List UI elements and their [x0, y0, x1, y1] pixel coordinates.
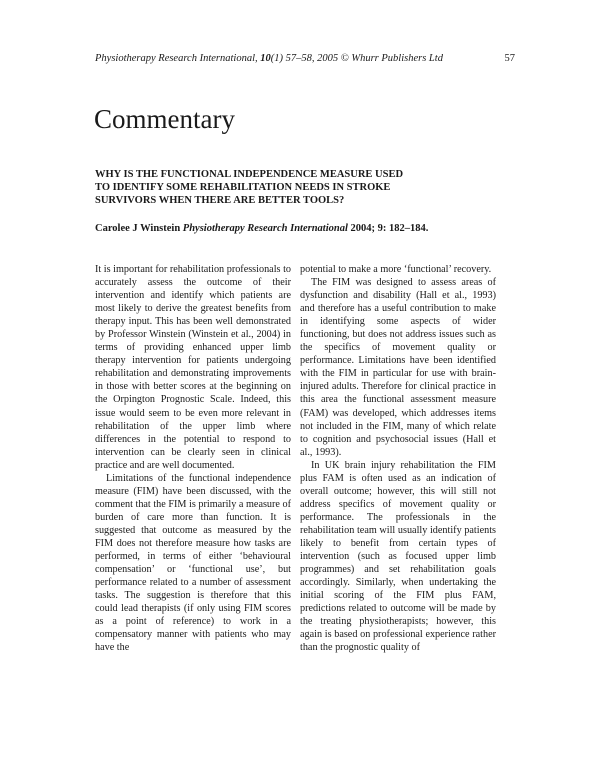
article-subheading: WHY IS THE FUNCTIONAL INDEPENDENCE MEASURE USED TO IDENTIFY SOME REHABILITATION NEEDS IN STROKE SURVIVORS WHEN THERE ARE BETTER TOOLS?	[95, 169, 404, 206]
issue-pages: (1) 57–58, 2005 © Whurr Publishers Ltd	[270, 53, 443, 64]
right-column	[300, 263, 496, 654]
page-number: 57	[504, 53, 515, 64]
reference-journal: Physiotherapy Research International	[182, 223, 348, 234]
paragraph: The FIM was designed to assess areas of dysfunction and disability (Hall et al., 1993) and therefore has a useful contribution to make in identifying some aspects of wider functioning, but does not address issues such as the specifics of movement quality or performance. Limitations have been identified with the FIM in particular for use with brain-injured adults. Therefore for clinical practice in this area the functional assessment measure (FAM) was developed, which addresses items not included in the FIM, many of which relate to cognition and psychosocial issues (Hall et al., 1993).	[300, 277, 496, 458]
paragraph: Limitations of the functional independence measure (FIM) have been discussed, with the comment that the FIM is primarily a measure of burden of care more than function. It is suggested that outcome as measured by the FIM does not therefore measure how tasks are performed, in terms of either ‘behavioural compensation’ or ‘functional use’, but performance related to a number of assessment tasks. The suggestion is therefore that this could lead therapists (if only using FIM scores as a point of reference) to work in a compensatory manner with patients who may have the	[95, 472, 291, 654]
page-title: Commentary	[94, 104, 235, 134]
article-reference	[95, 223, 428, 234]
reference-author: Carolee J Winstein	[95, 223, 181, 234]
running-header	[95, 53, 515, 64]
journal-name: Physiotherapy Research International,	[95, 53, 258, 64]
paragraph: In UK brain injury rehabilitation the FIM plus FAM is often used as an indication of overall outcome; however, this will still not address specifics of movement quality or performance. The professionals in the rehabilitation team will usually identify patients likely to benefit from certain types of intervention (such as focused upper limb programmes) and set rehabilitation goals accordingly. Similarly, when undertaking the initial scoring of the FIM plus FAM, predictions related to outcome will be made by the treating physiotherapists; however, this again is based on professional experience rather than the prognostic quality of	[300, 459, 496, 654]
reference-details: 2004; 9: 182–184.	[350, 223, 429, 234]
paragraph: It is important for rehabilitation professionals to accurately assess the outcome of their intervention and identify which patients are most likely to derive the greatest benefits from therapy input. This has been well demonstrated by Professor Winstein (Winstein et al., 2004) in terms of providing enhanced upper limb therapy intervention for patients undergoing rehabilitation and demonstrating improvements in those with better scores at the beginning on the Orpington Prognostic Scale. Indeed, this issue would seem to be even more relevant in rehabilitation of the upper limb where differences in the potential to respond to intervention can be clearly seen in clinical practice and are well documented.	[95, 264, 291, 471]
paragraph: potential to make a more ‘functional’ recovery.	[300, 264, 492, 275]
left-column	[95, 263, 291, 654]
volume-number: 10	[260, 53, 271, 64]
